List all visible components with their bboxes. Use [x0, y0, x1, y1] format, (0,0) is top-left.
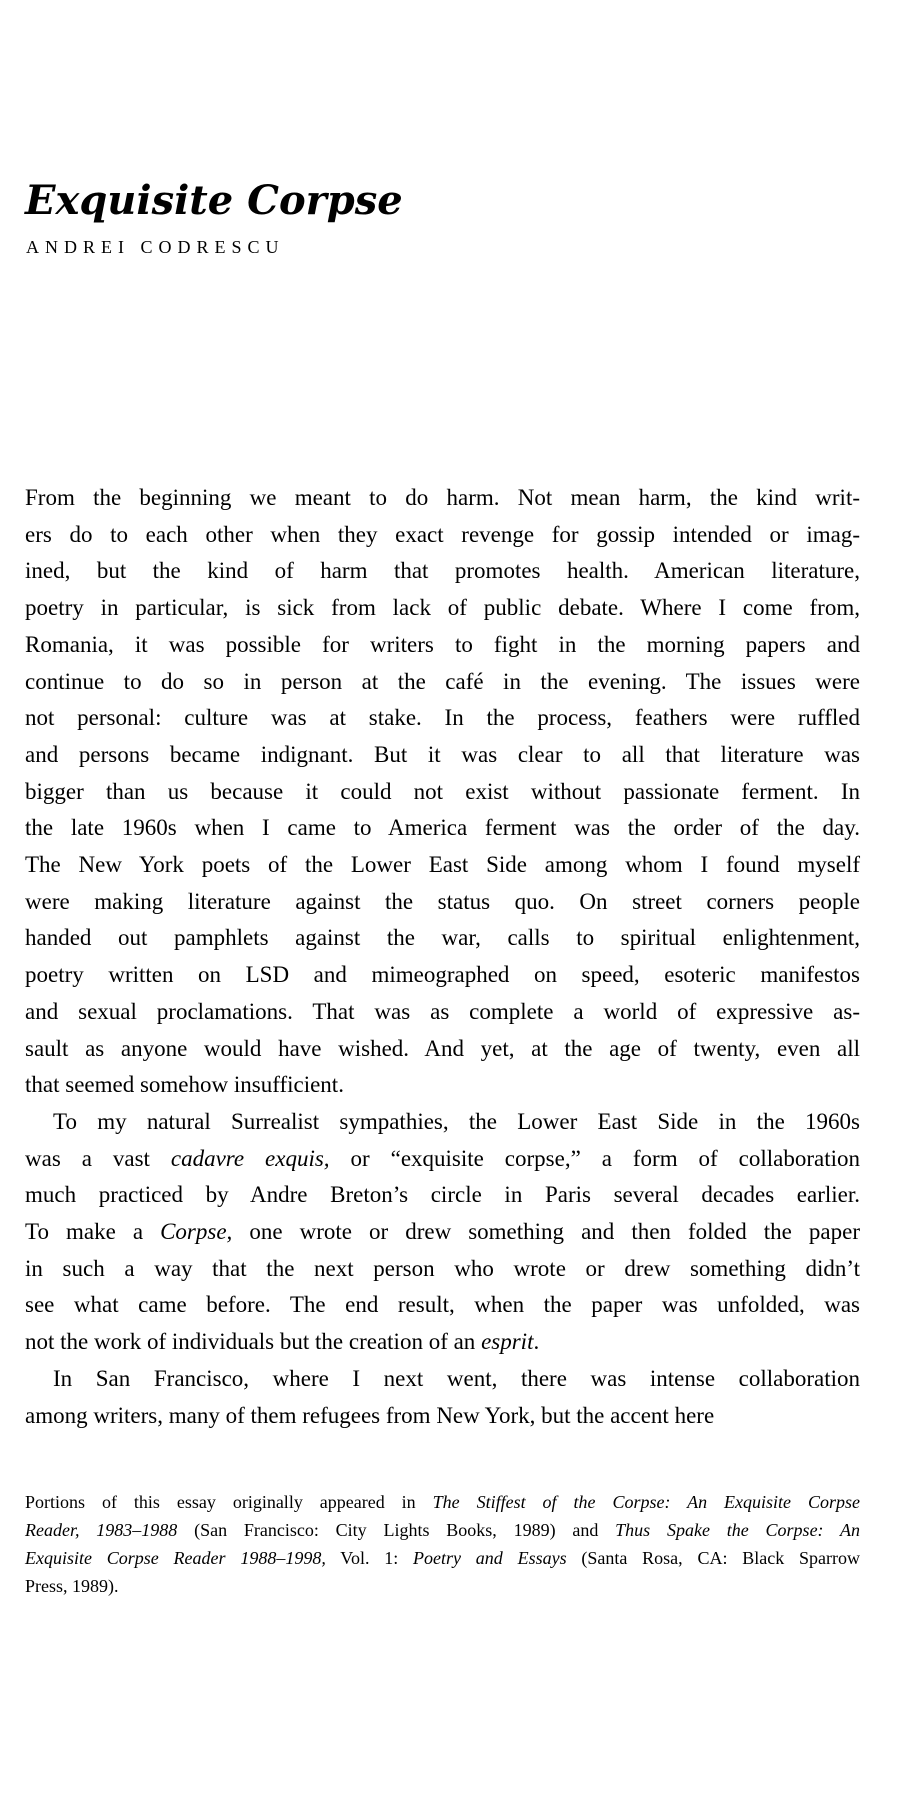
- essay-author: ANDREI CODRESCU: [26, 237, 285, 257]
- text-run: not personal: culture was at stake. In the process, feathers were ruffled: [25, 705, 860, 731]
- italic-text-run: The Stiffest of the Corpse: An Exquisite Corpse: [432, 1492, 860, 1512]
- footnote: [25, 1488, 860, 1600]
- text-line: [25, 627, 860, 664]
- text-line: [25, 810, 860, 847]
- italic-text-run: Exquisite Corpse Reader 1988–1998,: [25, 1548, 326, 1568]
- text-line: [25, 1361, 860, 1398]
- text-run: To make a: [25, 1219, 161, 1245]
- text-run: that seemed somehow insufficient.: [25, 1072, 344, 1098]
- text-run: .: [533, 1329, 540, 1355]
- text-line: [25, 1031, 860, 1068]
- text-run: were making literature against the status quo. On street corners people: [25, 888, 860, 914]
- text-run: sault as anyone would have wished. And yet, at the age of twenty, even all: [25, 1035, 860, 1061]
- text-line: [25, 1488, 860, 1516]
- text-run: (Santa Rosa, CA: Black Sparrow: [566, 1548, 861, 1568]
- text-run: From the beginning we meant to do harm. Not mean harm, the kind writ-: [25, 485, 860, 510]
- text-line: [25, 920, 860, 957]
- text-run: the late 1960s when I came to America ferment was the order of the day.: [25, 815, 860, 841]
- text-line: [25, 1251, 860, 1288]
- text-run: poetry in particular, is sick from lack of public debate. Where I come from,: [25, 595, 860, 621]
- text-line: [25, 590, 860, 627]
- text-run: continue to do so in person at the café in the evening. The issues were: [25, 668, 860, 694]
- text-line: [25, 957, 860, 994]
- italic-text-run: Thus Spake the Corpse: An: [615, 1520, 861, 1540]
- text-line: [25, 480, 860, 517]
- text-line: [25, 1287, 860, 1324]
- text-line: [25, 517, 860, 554]
- text-run: and sexual proclamations. That was as complete a world of expressive as-: [25, 998, 860, 1024]
- text-run: The New York poets of the Lower East Side among whom I found myself: [25, 852, 860, 878]
- text-run: ined, but the kind of harm that promotes health. American literature,: [25, 558, 860, 584]
- text-run: handed out pamphlets against the war, calls to spiritual enlightenment,: [25, 925, 860, 951]
- text-run: and persons became indignant. But it was clear to all that literature was: [25, 741, 860, 767]
- text-line: [25, 1104, 860, 1141]
- text-run: To my natural Surrealist sympathies, the Lower East Side in the 1960s: [53, 1108, 860, 1134]
- text-run: much practiced by Andre Breton’s circle in Paris several decades earlier.: [25, 1182, 860, 1208]
- text-run: Romania, it was possible for writers to fight in the morning papers and: [25, 631, 860, 657]
- text-line: [25, 884, 860, 921]
- text-line: [25, 1177, 860, 1214]
- text-line: [25, 1067, 860, 1104]
- text-line: [25, 994, 860, 1031]
- text-line: [25, 1141, 860, 1178]
- text-line: [25, 553, 860, 590]
- text-line: [25, 1398, 860, 1435]
- text-run: poetry written on LSD and mimeographed on speed, esoteric manifestos: [25, 962, 860, 988]
- essay-title: Exquisite Corpse: [25, 176, 403, 224]
- text-run: bigger than us because it could not exist without passionate ferment. In: [25, 778, 860, 804]
- text-line: [25, 1214, 860, 1251]
- text-run: see what came before. The end result, when the paper was unfolded, was: [25, 1292, 860, 1318]
- text-line: [25, 1544, 860, 1572]
- text-line: [25, 700, 860, 737]
- text-run: in such a way that the next person who wrote or drew something didn’t: [25, 1255, 860, 1281]
- italic-text-run: Poetry and Essays: [413, 1548, 567, 1568]
- text-line: [25, 1516, 860, 1544]
- italic-text-run: Reader, 1983–1988: [25, 1520, 178, 1540]
- text-line: [25, 664, 860, 701]
- body-text: [25, 480, 860, 1434]
- text-line: [25, 1572, 860, 1600]
- text-run: In San Francisco, where I next went, there was intense collaboration: [53, 1365, 860, 1391]
- text-run: Vol. 1:: [325, 1548, 414, 1568]
- text-run: one wrote or drew something and then folded the paper: [232, 1219, 860, 1245]
- text-run: or “exquisite corpse,” a form of collaboration: [329, 1145, 861, 1171]
- text-run: ers do to each other when they exact revenge for gossip intended or imag-: [25, 521, 860, 547]
- text-line: [25, 737, 860, 774]
- text-run: among writers, many of them refugees from New York, but the accent here: [25, 1402, 715, 1428]
- text-line: [25, 1324, 860, 1361]
- text-run: (San Francisco: City Lights Books, 1989) and: [177, 1520, 616, 1540]
- text-line: [25, 774, 860, 811]
- italic-text-run: esprit: [481, 1329, 534, 1355]
- text-run: Press, 1989).: [25, 1576, 119, 1596]
- italic-text-run: cadavre exquis,: [170, 1145, 330, 1171]
- text-line: [25, 847, 860, 884]
- italic-text-run: Corpse,: [160, 1219, 233, 1245]
- text-run: Portions of this essay originally appeared in: [25, 1492, 433, 1512]
- text-run: was a vast: [25, 1145, 171, 1171]
- text-run: not the work of individuals but the creation of an: [25, 1329, 482, 1355]
